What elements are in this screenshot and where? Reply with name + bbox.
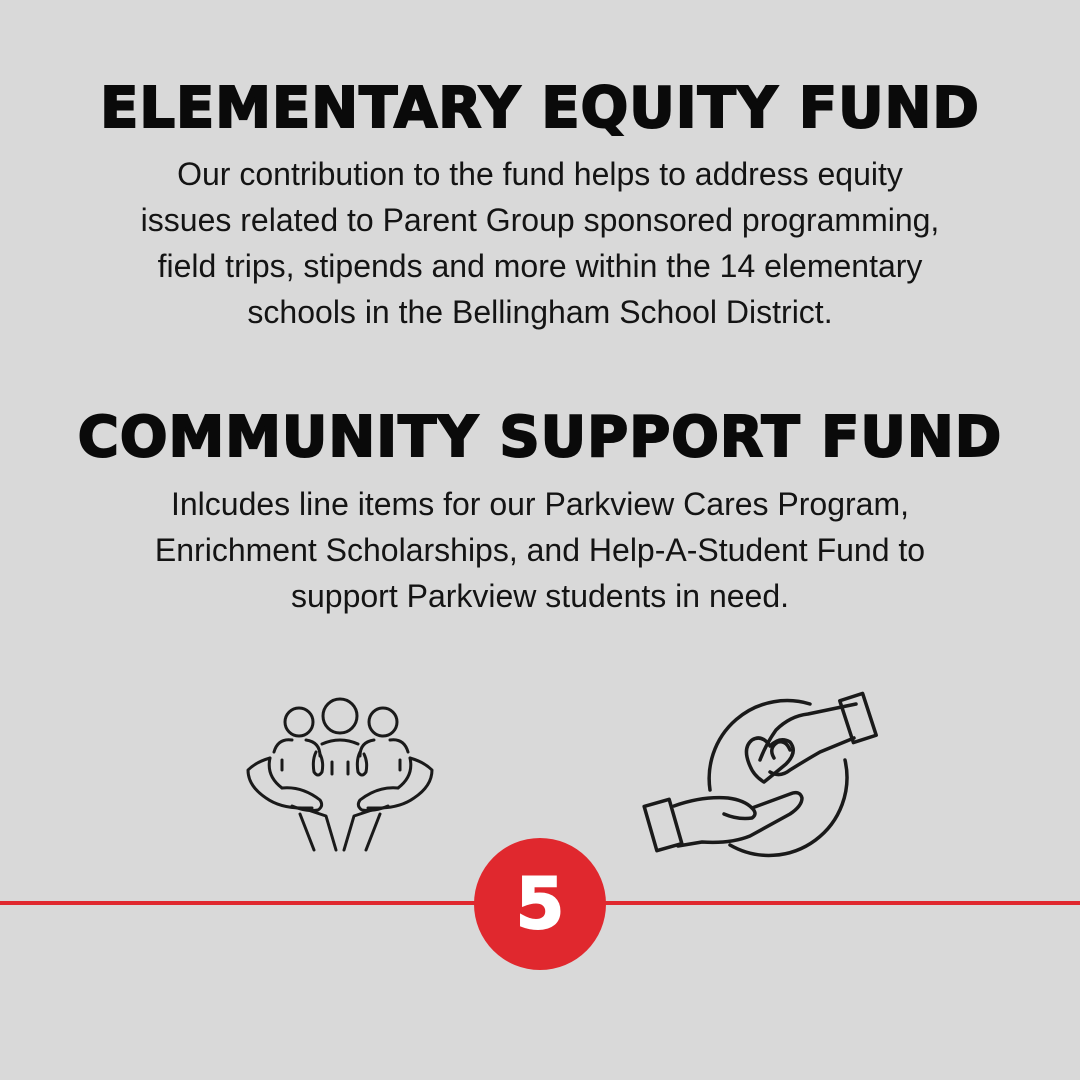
- community-support-fund-description: [80, 481, 1000, 619]
- page-number-badge: [474, 838, 606, 970]
- elementary-equity-fund-description: [80, 151, 1000, 335]
- description-line: issues related to Parent Group sponsored programming,: [140, 202, 940, 238]
- giving-heart-hands-icon: [640, 690, 900, 860]
- community-support-fund-heading: COMMUNITY SUPPORT FUND: [77, 405, 1003, 470]
- description-line: schools in the Bellingham School District.: [247, 294, 833, 330]
- description-line: Inlcudes line items for our Parkview Cares Program,: [170, 486, 910, 522]
- description-line: field trips, stipends and more within the 14 elementary: [157, 248, 923, 284]
- community-hands-icon: [240, 690, 440, 860]
- elementary-equity-fund-heading: ELEMENTARY EQUITY FUND: [100, 76, 980, 141]
- description-line: support Parkview students in need.: [290, 578, 790, 614]
- description-line: Our contribution to the fund helps to address equity: [177, 156, 903, 192]
- page-number: 5: [515, 863, 565, 945]
- description-line: Enrichment Scholarships, and Help-A-Student Fund to: [154, 532, 926, 568]
